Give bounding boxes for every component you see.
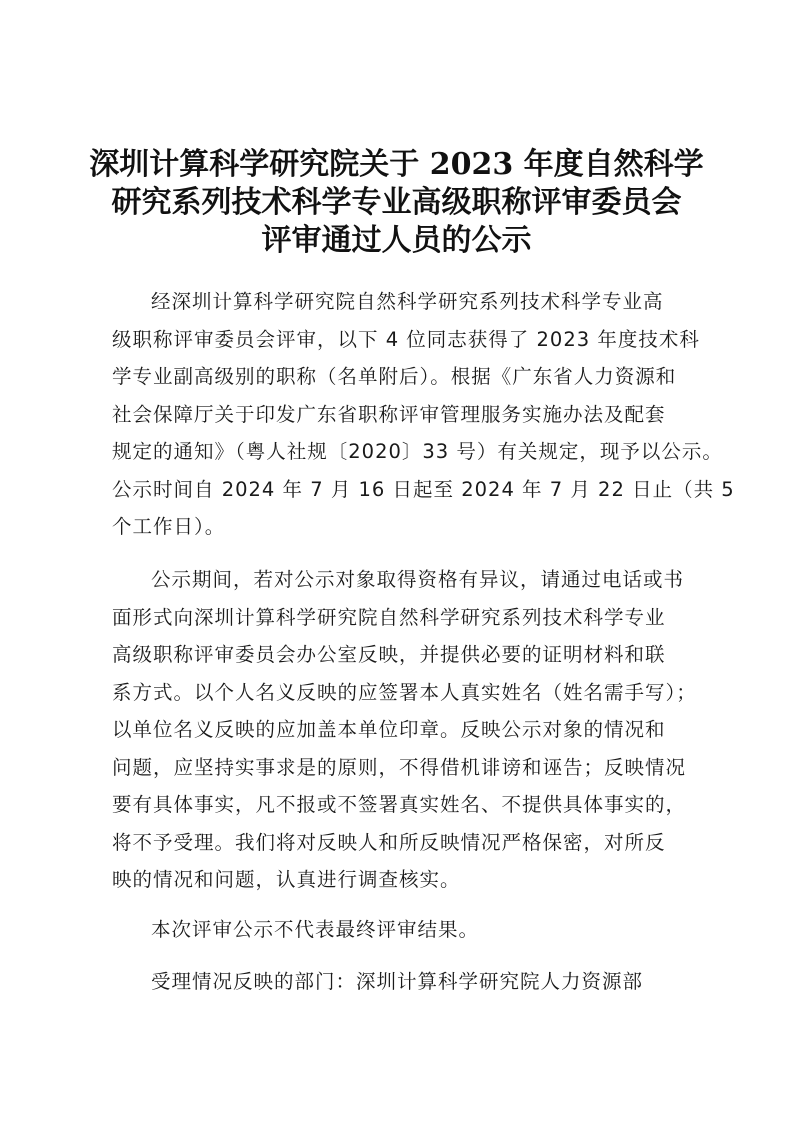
text-line: 经深圳计算科学研究院自然科学研究系列技术科学专业高 — [151, 290, 664, 313]
text-line: 要有具体事实，凡不报或不签署真实姓名、不提供具体事实的， — [112, 793, 687, 816]
text-line: 本次评审公示不代表最终评审结果。 — [151, 918, 480, 941]
text-line: 学专业副高级别的职称（名单附后）。根据《广东省人力资源和 — [112, 365, 677, 388]
text-line: 规定的通知》（粤人社规〔2020〕33 号）有关规定，现予以公示。 — [112, 440, 723, 463]
text-line: 映的情况和问题，认真进行调查核实。 — [112, 868, 461, 891]
text-line: 将不予受理。我们将对反映人和所反映情况严格保密，对所反 — [112, 830, 666, 854]
text-line: 系方式。以个人名义反映的应签署本人真实姓名（姓名需手写）； — [112, 680, 697, 704]
text-line: 受理情况反映的部门：深圳计算科学研究院人力资源部 — [151, 970, 644, 993]
text-line: 级职称评审委员会评审，以下 4 位同志获得了 2023 年度技术科 — [112, 327, 700, 351]
text-line: 面形式向深圳计算科学研究院自然科学研究系列技术科学专业 — [112, 605, 666, 629]
title-line: 研究系列技术科学专业高级职称评审委员会 — [111, 185, 682, 220]
paragraph-announcement — [112, 283, 735, 546]
text-line: 以单位名义反映的应加盖本单位印章。反映公示对象的情况和 — [112, 718, 666, 741]
text-line: 个工作日）。 — [112, 515, 226, 538]
text-line: 高级职称评审委员会办公室反映，并提供必要的证明材料和联 — [112, 643, 666, 666]
paragraph-disclaimer — [112, 911, 682, 949]
text-line: 公示时间自 2024 年 7 月 16 日起至 2024 年 7 月 22 日止（共 5 — [112, 477, 735, 501]
paragraph-objection-procedure — [112, 561, 697, 899]
text-line: 公示期间，若对公示对象取得资格有异议，请通过电话或书 — [151, 568, 685, 591]
title-line: 深圳计算科学研究院关于 2023 年度自然科学 — [89, 147, 704, 182]
text-line: 问题，应坚持实事求是的原则，不得借机诽谤和诬告；反映情况 — [112, 755, 687, 779]
title-line: 评审通过人员的公示 — [261, 223, 532, 258]
paragraph-contact-department — [112, 963, 682, 1001]
document-title — [0, 146, 793, 260]
text-line: 社会保障厅关于印发广东省职称评审管理服务实施办法及配套 — [112, 402, 666, 426]
